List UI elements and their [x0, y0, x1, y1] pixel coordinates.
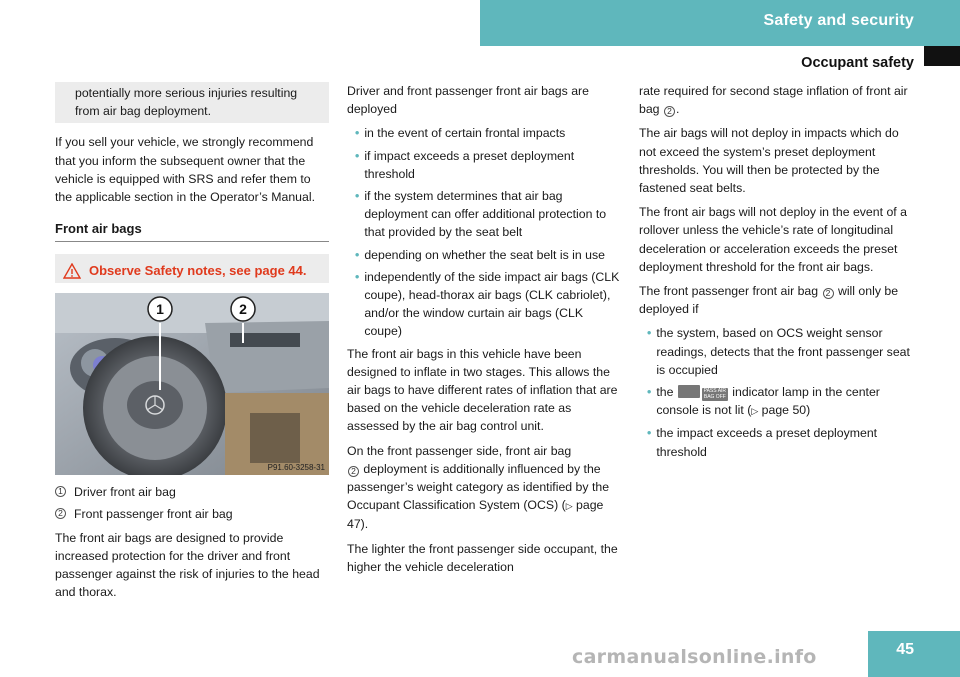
- text-span: .: [675, 102, 680, 117]
- inline-number: 2: [348, 466, 359, 477]
- bullet-dot: •: [355, 269, 360, 284]
- bullet-dot: •: [647, 385, 652, 400]
- photo-callout-2: 2: [239, 301, 247, 318]
- bullet-text: the system, based on OCS weight sensor readings, detects that the front passenger seat is occupied: [656, 326, 910, 377]
- bullet-item: [347, 124, 623, 142]
- legend-number: 2: [55, 508, 66, 519]
- legend-item: [55, 483, 329, 501]
- warning-triangle-icon: [63, 263, 81, 279]
- bullet-text: if the system determines that air bag deployment can offer additional protection to that provided by the seat belt: [364, 189, 607, 240]
- text-span: rate required for second stage inflation of front air bag: [639, 84, 908, 117]
- paragraph-two-stages: The front air bags in this vehicle have been designed to inflate in two stages. This allows the air bags to have different rates of inflation that are based on the vehicle deceleration rate as assessed by the air bag control unit.: [347, 346, 618, 434]
- bullet-item: [347, 187, 623, 242]
- airbag-photo: [55, 293, 329, 475]
- page-number: 45: [896, 641, 914, 658]
- bullet-item: [639, 424, 917, 460]
- bullet-text: the impact exceeds a preset deployment threshold: [656, 426, 878, 459]
- text-span: will only be deployed if: [639, 284, 899, 317]
- paragraph-intro: Driver and front passenger front air bags are deployed: [347, 84, 589, 117]
- inline-number: 2: [823, 288, 834, 299]
- watermark: carmanualsonline.info: [572, 646, 817, 668]
- text-span: On the front passenger side, front air bag: [347, 443, 572, 458]
- paragraph-rate: [639, 82, 917, 118]
- warning-text: Observe Safety notes, see page 44.: [89, 263, 307, 279]
- text-span: deployment is additionally influenced by the passenger’s weight category as identified by the Occupant Classification System (OCS) (: [347, 461, 610, 513]
- legend-number: 1: [55, 486, 66, 497]
- column-middle: [347, 82, 623, 582]
- paragraph-only-if: [639, 282, 917, 318]
- paragraph-rollover: The front air bags will not deploy in the event of a rollover unless the vehicle’s rate of longitudinal deceleration or acceleration exceeds the preset deployment threshold for the front air bags.: [639, 205, 907, 274]
- photo-callout-1: 1: [156, 301, 164, 318]
- warning-box: [55, 254, 329, 283]
- note-text: potentially more serious injuries resulting from air bag deployment.: [75, 86, 298, 119]
- text-span: The front passenger front air bag: [639, 284, 819, 299]
- bullet-dot: •: [355, 247, 360, 262]
- paragraph-designed: The front air bags are designed to provide increased protection for the driver and front passenger against the risk of injuries to the head and thorax.: [55, 530, 320, 600]
- paragraph-sell: If you sell your vehicle, we strongly recommend that you inform the subsequent owner that the vehicle is equipped with SRS and refer them to the applicable section in the Operator’s Manual.: [55, 135, 315, 205]
- text-span: the: [656, 385, 674, 400]
- note-box: [55, 82, 329, 123]
- paragraph-lighter: The lighter the front passenger side occupant, the higher the vehicle deceleration: [347, 541, 618, 574]
- bullet-text: depending on whether the seat belt is in use: [364, 247, 605, 262]
- page-reference-link[interactable]: page 47).: [347, 498, 604, 532]
- bullet-dot: •: [355, 148, 360, 163]
- text-span: indicator lamp in the center console is not lit (: [656, 385, 880, 418]
- subtitle-marker: [924, 46, 960, 66]
- bullet-item: [347, 246, 623, 264]
- column-right: [639, 82, 917, 465]
- paragraph-no-deploy: The air bags will not deploy in impacts which do not exceed the system’s preset deployment thresholds. You will then be protected by the fastened seat belts.: [639, 126, 899, 196]
- bullet-item: [639, 383, 917, 420]
- pass-airbag-off-lamp-icon: PASS AIR BAG OFF: [703, 388, 727, 401]
- section-title: Safety and security: [763, 12, 914, 29]
- paragraph-passenger: [347, 442, 623, 534]
- bullet-text: independently of the side impact air bags (CLK coupe), head-thorax air bags (CLK cabriolet), and/or the window curtain air bags (CLK coupe): [364, 269, 620, 339]
- bullet-text: if impact exceeds a preset deployment threshold: [364, 148, 575, 181]
- page-pointer-icon: ▷: [751, 406, 759, 417]
- airbag-off-symbol-icon: [678, 385, 700, 398]
- bullet-dot: •: [647, 426, 652, 441]
- section-tab: [480, 0, 960, 46]
- section-heading: Front air bags: [55, 220, 329, 242]
- inline-number: 2: [664, 106, 675, 117]
- bullet-text: [656, 383, 917, 420]
- bullet-dot: •: [647, 326, 652, 341]
- bullet-item: [639, 324, 917, 379]
- bullet-item: [347, 147, 623, 183]
- bullet-item: [347, 268, 623, 341]
- photo-code: P91.60-3258-31: [267, 463, 325, 473]
- legend-text: Front passenger front air bag: [74, 506, 233, 521]
- page-number-box: [868, 631, 960, 677]
- legend-item: [55, 505, 329, 523]
- column-left: [55, 82, 329, 608]
- bullet-dot: •: [355, 189, 360, 204]
- bullet-dot: •: [355, 126, 360, 141]
- page-reference-link[interactable]: page 50): [758, 403, 811, 418]
- bullet-text: in the event of certain frontal impacts: [364, 126, 566, 141]
- legend-text: Driver front air bag: [74, 485, 176, 500]
- page-subtitle: Occupant safety: [801, 55, 914, 71]
- page-pointer-icon: ▷: [565, 501, 573, 512]
